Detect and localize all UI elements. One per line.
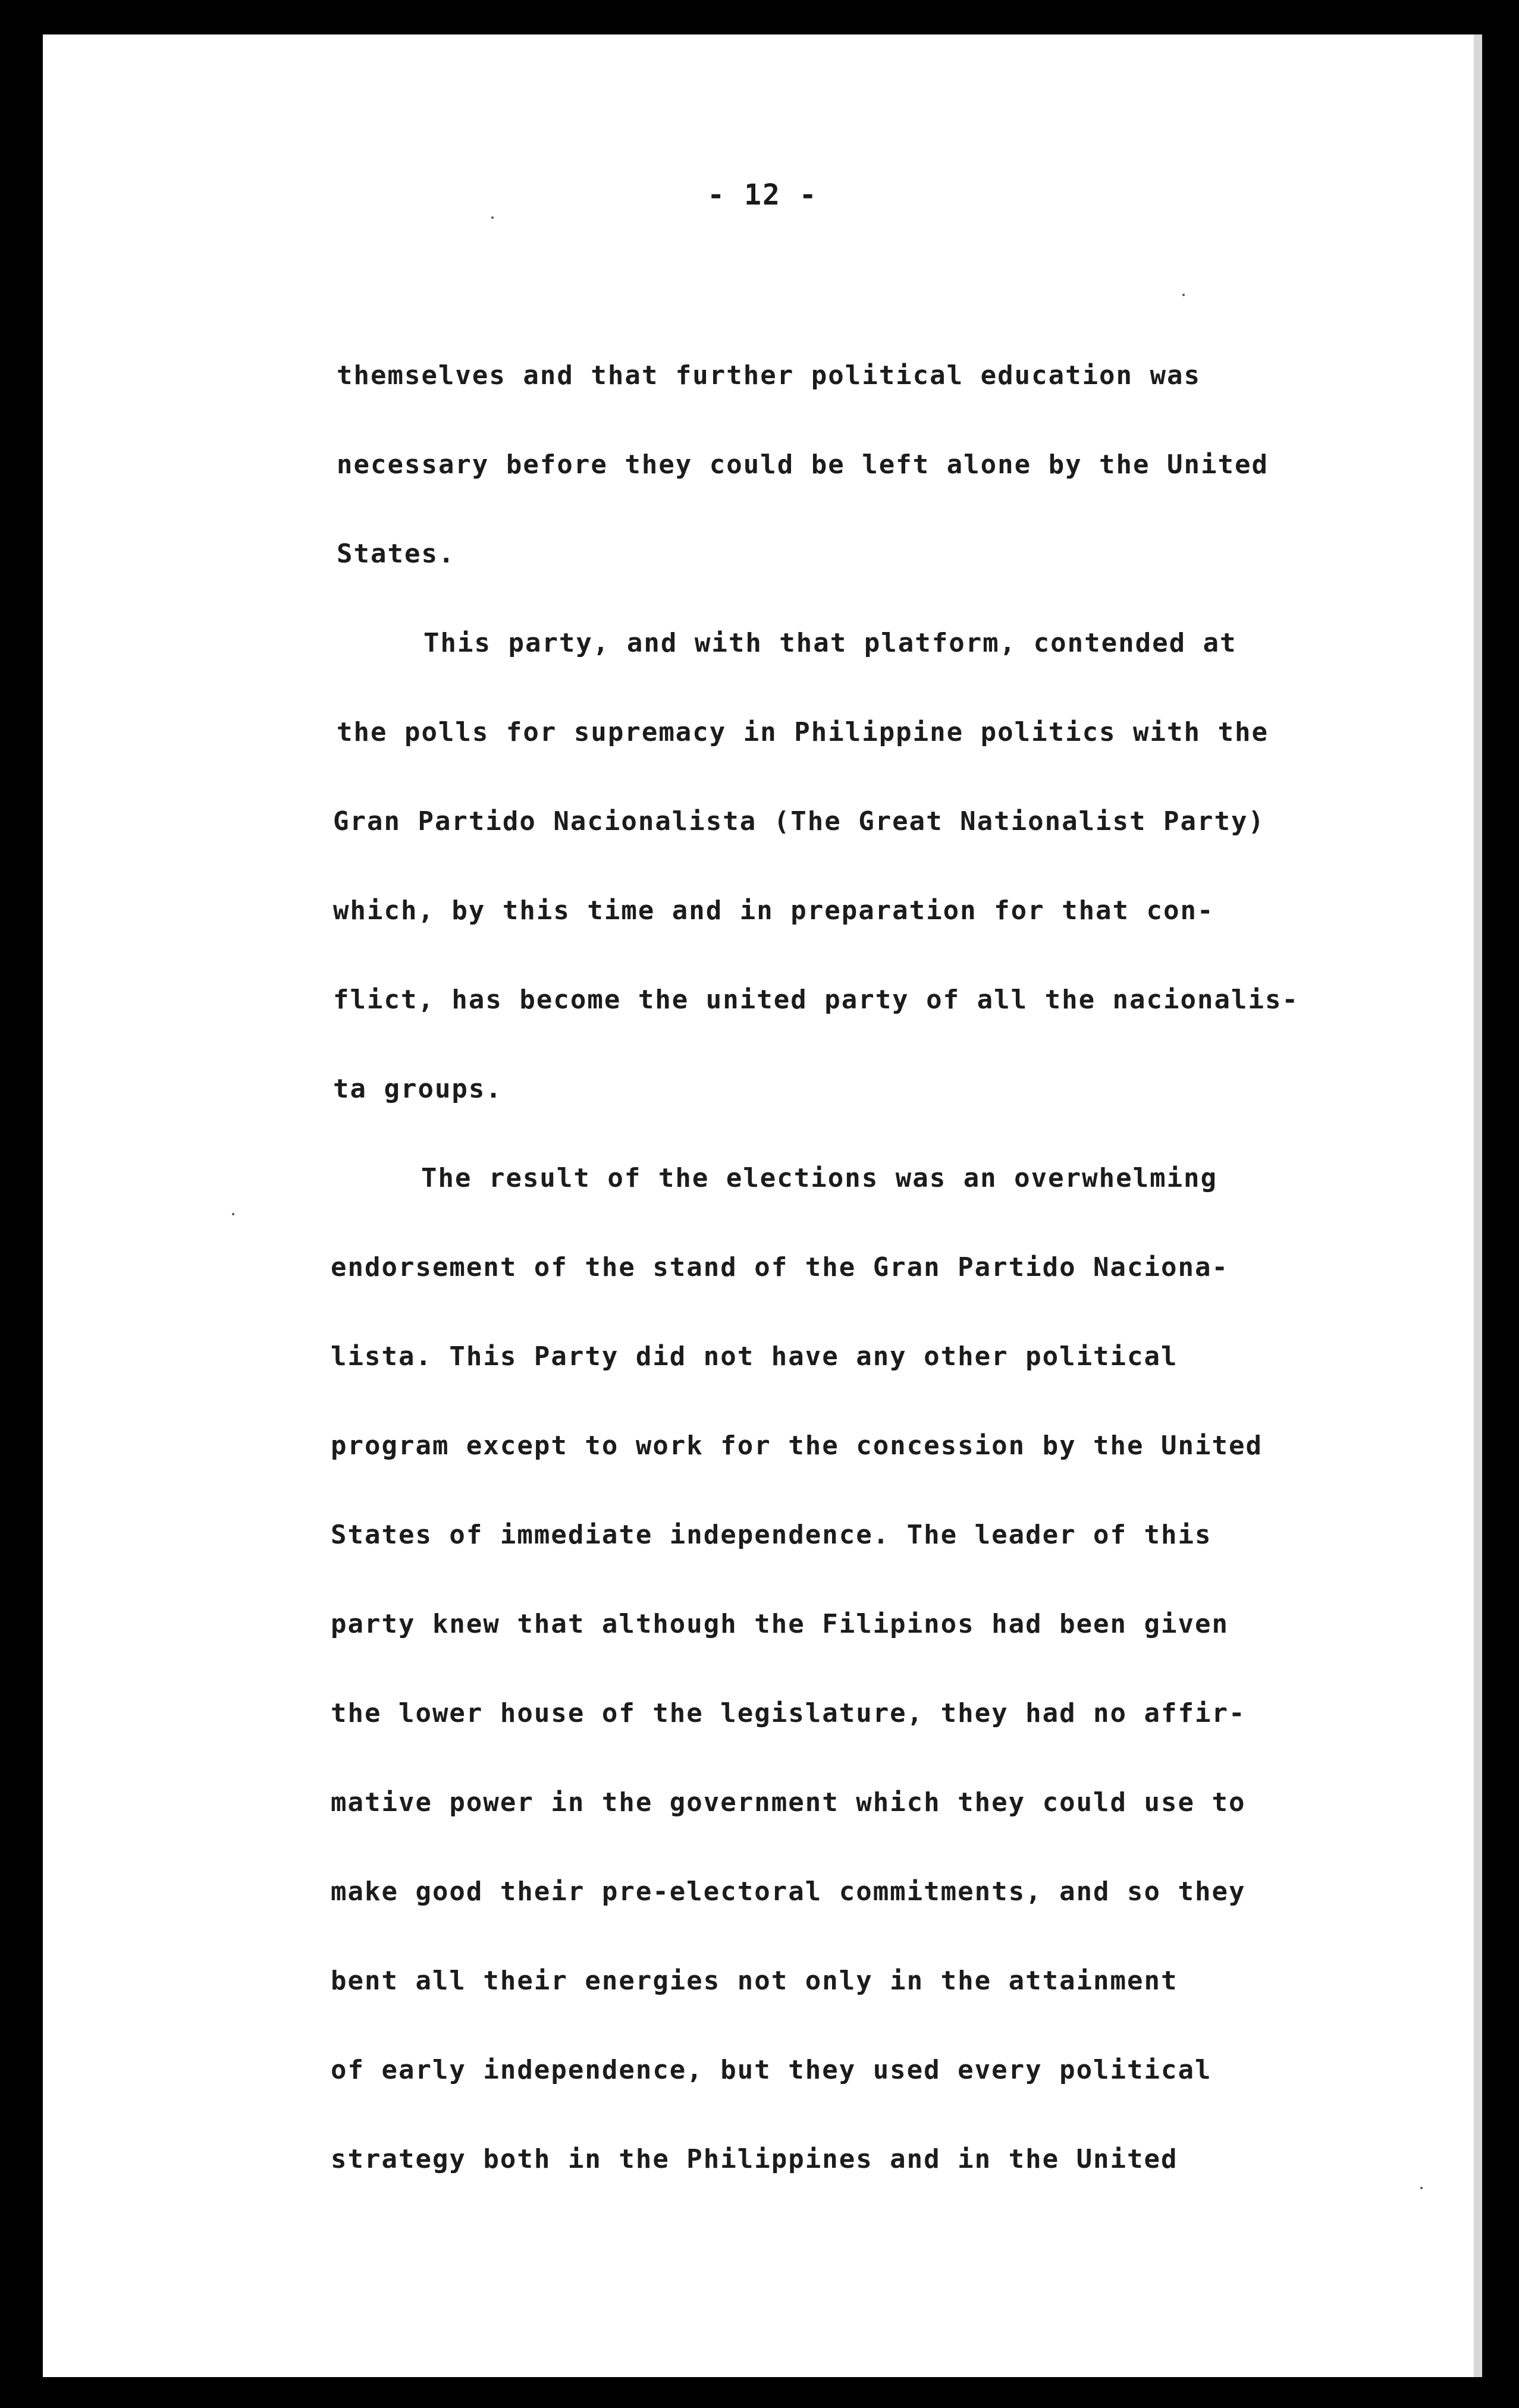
- text-line: of early independence, but they used every political: [331, 2055, 1212, 2085]
- text-line: flict, has become the united party of all the nacionalis-: [333, 985, 1299, 1015]
- text-line: strategy both in the Philippines and in the United: [331, 2144, 1178, 2174]
- text-line: the lower house of the legislature, they had no affir-: [331, 1698, 1246, 1728]
- text-line: the polls for supremacy in Philippine politics with the: [337, 717, 1269, 747]
- text-line: themselves and that further political education was: [337, 360, 1201, 391]
- paper-speck: [232, 1213, 234, 1215]
- text-line: endorsement of the stand of the Gran Partido Naciona-: [331, 1252, 1229, 1282]
- page-number: - 12 -: [707, 178, 818, 212]
- text-line: ta groups.: [333, 1074, 503, 1104]
- text-line: lista. This Party did not have any other political: [331, 1341, 1178, 1372]
- text-line: party knew that although the Filipinos had been given: [331, 1609, 1229, 1639]
- text-line: States.: [337, 539, 456, 569]
- document-page: [43, 34, 1482, 2377]
- text-line: necessary before they could be left alone by the United: [337, 449, 1269, 480]
- text-line: The result of the elections was an overwhelming: [421, 1163, 1218, 1193]
- text-line: This party, and with that platform, contended at: [423, 628, 1237, 658]
- paper-speck: [1420, 2187, 1423, 2189]
- paper-speck: [1182, 294, 1185, 296]
- text-line: mative power in the government which they could use to: [331, 1787, 1246, 1818]
- paper-speck: [491, 216, 494, 219]
- text-line: Gran Partido Nacionalista (The Great Nationalist Party): [333, 806, 1265, 837]
- text-line: make good their pre-electoral commitments, and so they: [331, 1876, 1246, 1907]
- text-line: which, by this time and in preparation for that con-: [333, 895, 1214, 926]
- text-line: program except to work for the concession by the United: [331, 1431, 1263, 1461]
- text-line: States of immediate independence. The leader of this: [331, 1520, 1212, 1550]
- text-line: bent all their energies not only in the attainment: [331, 1966, 1178, 1996]
